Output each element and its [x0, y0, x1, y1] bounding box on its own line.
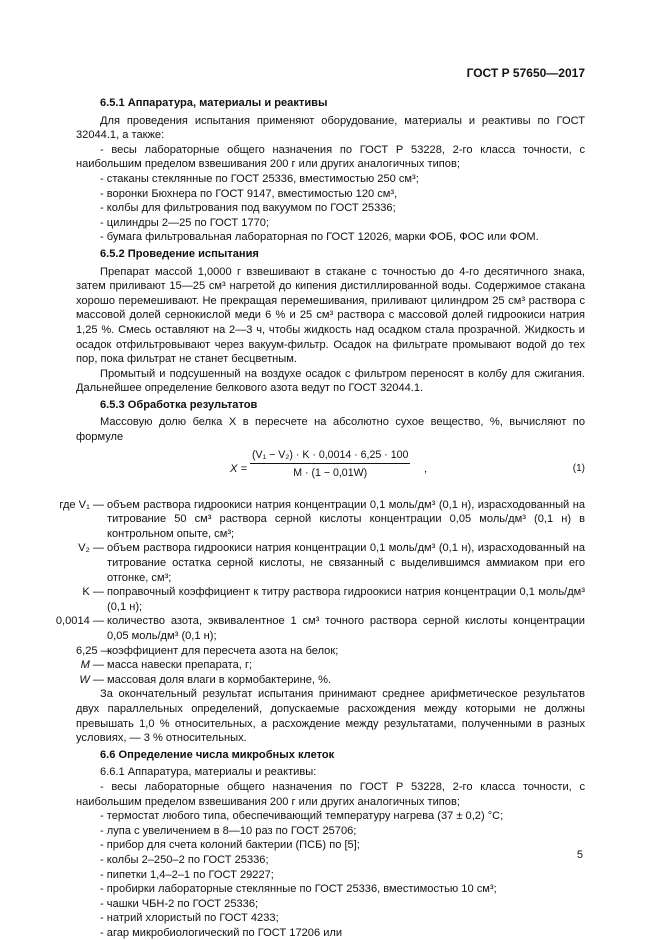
equipment-list — [76, 143, 585, 245]
list-item: - весы лабораторные общего назначения по ГОСТ Р 53228, 2-го класса точности, с наибольшим пределом взвешивания 200 г или других аналогичных типов; — [76, 143, 585, 171]
list-item: - лупа с увеличением в 8—10 раз по ГОСТ 25706; — [100, 824, 357, 837]
definition-symbol: 6,25 — — [76, 644, 112, 657]
definition-symbol: V₂ — — [78, 542, 104, 555]
paragraph: Препарат массой 1,0000 г взвешивают в стакане с точностью до 4-го десятичного знака, затем приливают 15—25 см³ нагретой до кипения дистиллированной воды. Содержимое стакана хорошо перемешивают. Не прекращая перемешивания, приливают цилиндром 25 см³ раствора с массовой долей сернокислой меди 6 % и 25 см³ раствора с массовой долей гидроокиси натрия 1,25 %. Смесь оставляют на 2—3 ч, чтобы жидкость над осадком стала прозрачной. Жидкость и осадок отфильтровывают через вакуум-фильтр. Осадок на фильтрате промывают водой до тех пор, пока фильтрат не станет бесцветным. — [76, 265, 585, 366]
paragraph: Для проведения испытания применяют оборудование, материалы и реактивы по ГОСТ 32044.1, а также: — [76, 114, 585, 142]
list-item: - пипетки 1,4–2–1 по ГОСТ 29227; — [100, 868, 274, 881]
definition-row — [76, 673, 585, 688]
list-item: - натрий хлористый по ГОСТ 4233; — [100, 912, 279, 925]
definition-symbol: M — — [80, 659, 104, 672]
paragraph: За окончательный результат испытания принимают среднее арифметическое результатов двух параллельных определений, допускаемые расхождения между которыми не должны превышать 1,0 % относительных, а расхождение между результатами, полученными в разных условиях, — 3 % относительных. — [76, 688, 585, 745]
section-heading-6-6: 6.6 Определение числа микробных клеток — [100, 748, 335, 761]
definition-text: объем раствора гидроокиси натрия концентрации 0,1 моль/дм³ (0,1 н), израсходованный на титрование 50 см³ раствора серной кислоты концентрации 0,05 моль/дм³ (0,1 н) в контрольном опыте, см³; — [107, 498, 585, 540]
page-content — [55, 94, 585, 940]
list-item: - агар микробиологический по ГОСТ 17206 или — [100, 926, 343, 939]
definition-symbol: где V₁ — — [59, 498, 104, 511]
formula-denominator: M · (1 − 0,01W) — [293, 467, 368, 480]
definition-text: поправочный коэффициент к титру раствора гидроокиси натрия концентрации 0,1 моль/дм³ (0,1 н); — [107, 586, 585, 613]
definition-symbol: 0,0014 — — [55, 615, 104, 628]
list-item: - чашки ЧБН-2 по ГОСТ 25336; — [100, 897, 259, 910]
section-heading-6-5-2: 6.5.2 Проведение испытания — [100, 247, 259, 260]
list-item: - весы лабораторные общего назначения по ГОСТ Р 53228, 2-го класса точности, с наибольшим пределом взвешивания 200 г или других аналогичных типов; — [76, 780, 585, 808]
section-heading-6-5-3: 6.5.3 Обработка результатов — [100, 398, 258, 411]
definition-row — [76, 644, 585, 659]
definition-text: объем раствора гидроокиси натрия концентрации 0,1 моль/дм³ (0,1 н), израсходованный на титрование остатка серной кислоты, не связанный с выделившимся аммиаком при его отгонке, см³; — [107, 542, 585, 584]
paragraph: Массовую долю белка X в пересчете на абсолютно сухое вещество, %, вычисляют по формуле — [76, 416, 585, 444]
list-item: - воронки Бюхнера по ГОСТ 9147, вместимостью 120 см³, — [100, 187, 398, 200]
document-id-header: ГОСТ Р 57650—2017 — [466, 66, 585, 80]
section-heading-6-5-1: 6.5.1 Аппаратура, материалы и реактивы — [100, 97, 328, 109]
formula-number: (1) — [572, 462, 585, 474]
formula-numerator: (V₁ − V₂) · K · 0,0014 · 6,25 · 100 — [250, 448, 410, 465]
subsection-heading: 6.6.1 Аппаратура, материалы и реактивы: — [100, 766, 317, 779]
definition-text: масса навески препарата, г; — [107, 659, 253, 672]
list-item: - прибор для счета колоний бактерии (ПСБ) по [5]; — [100, 839, 360, 852]
list-item: - бумага фильтровальная лабораторная по ГОСТ 12026, марки ФОБ, ФОС или ФОМ. — [100, 231, 539, 244]
definition-row — [76, 541, 585, 585]
formula-1 — [76, 448, 585, 492]
page-number: 5 — [576, 849, 583, 861]
definition-symbol: K — — [82, 586, 104, 599]
definition-row — [55, 614, 585, 643]
list-item: - стаканы стеклянные по ГОСТ 25336, вместимостью 250 см³; — [100, 172, 419, 185]
definition-text: коэффициент для пересчета азота на белок; — [107, 644, 339, 657]
formula-comma: , — [424, 462, 428, 475]
list-item: - цилиндры 2—25 по ГОСТ 1770; — [100, 216, 270, 229]
definition-row — [59, 498, 585, 542]
list-item: - термостат любого типа, обеспечивающий температуру нагрева (37 ± 0,2) °С; — [100, 810, 504, 823]
paragraph: Промытый и подсушенный на воздухе осадок с фильтром переносят в колбу для сжигания. Дальнейшее определение белкового азота ведут по ГОСТ 32044.1. — [76, 367, 585, 395]
equipment-list — [76, 780, 585, 940]
variable-definitions — [55, 498, 585, 688]
list-item: - колбы для фильтрования под вакуумом по ГОСТ 25336; — [100, 202, 396, 215]
formula-fraction — [250, 448, 410, 481]
definition-symbol: W — — [79, 673, 104, 686]
definition-row — [76, 658, 585, 673]
definition-text: количество азота, эквивалентное 1 см³ точного раствора серной кислоты концентрации 0,05 моль/дм³ (0,1 н); — [107, 615, 585, 642]
list-item: - пробирки лабораторные стеклянные по ГОСТ 25336, вместимостью 10 см³; — [100, 883, 497, 896]
list-item: - колбы 2–250–2 по ГОСТ 25336; — [100, 853, 269, 866]
definition-row — [76, 585, 585, 614]
definition-text: массовая доля влаги в кормобактерине, %. — [107, 673, 332, 686]
formula-lhs: X = — [230, 462, 247, 475]
